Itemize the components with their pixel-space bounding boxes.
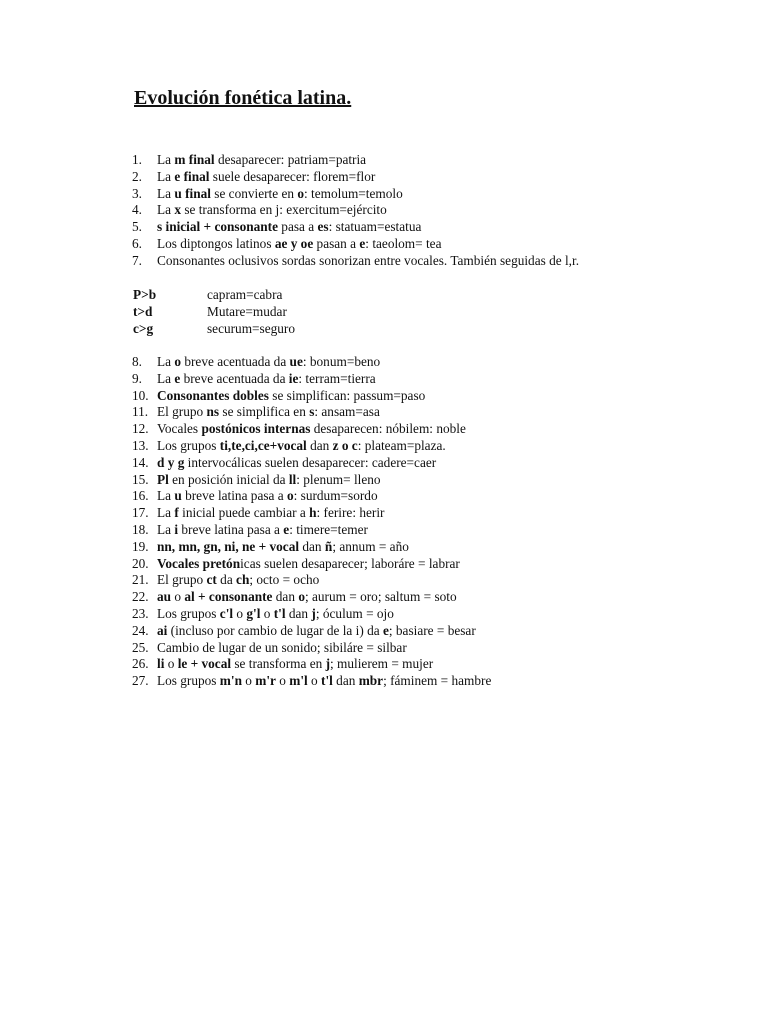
rule-emphasis: f — [174, 505, 179, 521]
rule-emphasis: x — [174, 202, 182, 218]
pair-example: capram=cabra — [207, 287, 283, 302]
rule-number: 16. — [132, 488, 149, 504]
rule-emphasis: s inicial + consonante — [157, 219, 278, 235]
rule-segment: se simplifica en — [219, 404, 310, 420]
rule-number: 14. — [132, 454, 149, 470]
rule-text — [157, 606, 394, 621]
rule-segment: ; octo = ocho — [249, 572, 320, 588]
rule-segment: intervocálicas suelen desaparecer: cadere=caer — [184, 454, 437, 470]
rule-segment: o — [260, 605, 274, 621]
rule-segment: : timere=temer — [289, 521, 368, 537]
page-title: Evolución fonética latina. — [134, 87, 352, 109]
rule-emphasis: ñ — [324, 538, 333, 554]
pair-key: c>g — [133, 320, 154, 336]
rule-text — [157, 253, 579, 268]
rule-number: 24. — [132, 622, 149, 638]
rule-item — [132, 202, 732, 219]
rule-number: 12. — [132, 421, 149, 437]
rule-item — [132, 656, 732, 673]
rule-emphasis: u — [174, 488, 182, 504]
rule-segment: La — [157, 168, 175, 184]
example-pair — [133, 321, 295, 338]
rule-text — [157, 219, 421, 234]
rule-text — [157, 472, 381, 487]
rule-text — [157, 673, 491, 688]
rule-segment: pasa a — [277, 219, 318, 235]
rule-segment: : taeolom= tea — [365, 235, 442, 251]
rule-item — [132, 488, 732, 505]
rule-emphasis: m'l — [289, 673, 308, 689]
rule-item — [132, 505, 732, 522]
rule-emphasis: ai — [157, 622, 168, 638]
rule-emphasis: c'l — [219, 605, 234, 621]
rule-number: 17. — [132, 505, 149, 521]
rule-segment: Consonantes oclusivos sordas sonorizan entre vocales. También seguidas de l,r. — [157, 252, 580, 268]
rule-item — [132, 236, 732, 253]
rule-emphasis: ns — [206, 404, 220, 420]
rule-emphasis: g'l — [246, 605, 261, 621]
rule-text — [157, 421, 466, 436]
rule-segment: se simplifican: passum=paso — [268, 387, 426, 403]
rule-segment: pasan a — [313, 235, 360, 251]
rule-segment: Los grupos — [157, 437, 220, 453]
rule-segment: dan — [299, 538, 325, 554]
rule-number: 23. — [132, 605, 149, 621]
rule-emphasis: al + consonante — [184, 589, 273, 605]
rule-text — [157, 572, 319, 587]
rule-segment: dan — [332, 673, 359, 689]
rule-emphasis: m final — [174, 152, 215, 167]
rule-item — [132, 371, 732, 388]
rule-text — [157, 455, 436, 470]
rule-item — [132, 556, 732, 573]
rule-number: 25. — [132, 639, 149, 655]
rule-segment: : surdum=sordo — [293, 488, 378, 504]
rule-segment: suele desaparecer: florem=flor — [209, 168, 376, 184]
rule-segment: desaparecer: patriam=patria — [214, 152, 367, 167]
rule-segment: en posición inicial da — [168, 471, 289, 487]
rule-emphasis: j — [311, 605, 316, 621]
rule-item — [132, 186, 732, 203]
rule-segment: da — [216, 572, 237, 588]
rule-emphasis: mbr — [358, 673, 384, 689]
rule-emphasis: o — [286, 488, 294, 504]
rule-segment: : plenum= lleno — [296, 471, 381, 487]
rule-emphasis: au — [157, 589, 172, 605]
rule-number: 26. — [132, 656, 149, 672]
pair-example: Mutare=mudar — [207, 303, 287, 319]
rule-text — [157, 169, 375, 184]
rule-number: 3. — [132, 185, 142, 201]
rule-emphasis: z o c — [332, 437, 358, 453]
rule-number: 5. — [132, 219, 142, 235]
rule-emphasis: m'n — [219, 673, 242, 689]
rule-item — [132, 388, 732, 405]
rule-emphasis: es — [317, 219, 329, 235]
rule-segment: ; aurum = oro; saltum = soto — [304, 589, 457, 605]
rule-number: 8. — [132, 354, 142, 369]
rule-segment: breve acentuada da — [180, 370, 289, 386]
rule-emphasis: t'l — [321, 673, 333, 689]
rule-text — [157, 152, 366, 167]
rule-segment: : ferire: herir — [316, 505, 385, 521]
rule-segment: La — [157, 370, 175, 386]
rule-segment: ; fáminem = hambre — [383, 673, 492, 689]
rule-segment: dan — [272, 589, 299, 605]
rule-number: 20. — [132, 555, 149, 571]
rule-segment: : terram=tierra — [298, 370, 376, 386]
rule-number: 19. — [132, 538, 149, 554]
rule-text — [157, 656, 433, 671]
rule-emphasis: u final — [174, 185, 211, 201]
rule-emphasis: ae y oe — [274, 235, 314, 251]
rule-emphasis: ie — [288, 370, 299, 386]
rule-text — [157, 589, 457, 604]
rule-segment: La — [157, 354, 175, 369]
rule-text — [157, 202, 387, 217]
rule-segment: inicial puede cambiar a — [178, 505, 310, 521]
rule-segment: : temolum=temolo — [304, 185, 403, 201]
rule-segment: o — [241, 673, 256, 689]
rule-segment: El grupo — [157, 404, 207, 420]
rule-number: 21. — [132, 572, 149, 588]
rule-item — [132, 253, 732, 270]
rule-text — [157, 371, 376, 386]
rule-item — [132, 438, 732, 455]
rule-segment: Cambio de lugar de un sonido; sibiláre = silbar — [157, 639, 407, 655]
rule-emphasis: t'l — [273, 605, 286, 621]
rule-number: 7. — [132, 252, 142, 268]
rule-text — [157, 522, 368, 537]
rule-segment: : ansam=asa — [314, 404, 380, 420]
rule-emphasis: Vocales pretón — [157, 555, 241, 571]
rule-emphasis: nn, mn, gn, ni, ne + vocal — [157, 538, 300, 554]
pair-key: P>b — [133, 287, 157, 302]
rule-segment: : statuam=estatua — [328, 219, 422, 235]
rule-number: 18. — [132, 521, 149, 537]
rules-list-part2 — [132, 354, 732, 690]
example-pair — [133, 287, 295, 304]
rule-number: 4. — [132, 202, 142, 218]
rule-segment: breve acentuada da — [181, 354, 290, 369]
rule-segment: La — [157, 521, 175, 537]
rule-item — [132, 640, 732, 657]
rule-emphasis: postónicos internas — [201, 421, 311, 437]
rule-segment: o — [171, 589, 185, 605]
rule-segment: ; annum = año — [332, 538, 409, 554]
rule-item — [132, 589, 732, 606]
example-pair — [133, 304, 295, 321]
rule-segment: se transforma en — [231, 656, 326, 672]
rule-emphasis: e — [359, 235, 366, 251]
rule-item — [132, 421, 732, 438]
rule-item — [132, 472, 732, 489]
rule-number: 22. — [132, 589, 149, 605]
rule-number: 9. — [132, 370, 142, 386]
rule-text — [157, 186, 403, 201]
rule-segment: : bonum=beno — [302, 354, 381, 369]
rule-emphasis: e — [382, 622, 389, 638]
rule-number: 2. — [132, 168, 142, 184]
rule-segment: La — [157, 185, 175, 201]
rule-emphasis: ti,te,ci,ce+vocal — [219, 437, 307, 453]
rules-list-part1 — [132, 152, 732, 270]
sonorization-examples — [133, 287, 295, 337]
rule-segment: ; mulierem = mujer — [330, 656, 434, 672]
rule-segment: breve latina pasa a — [178, 521, 284, 537]
rule-text — [157, 556, 460, 571]
rule-text — [157, 354, 380, 369]
rule-emphasis: e — [174, 370, 181, 386]
rule-emphasis: o — [297, 185, 305, 201]
rule-emphasis: e — [283, 521, 290, 537]
rule-segment: El grupo — [157, 572, 207, 588]
rule-emphasis: o — [174, 354, 182, 369]
rule-text — [157, 404, 380, 419]
rule-segment: (incluso por cambio de lugar de la i) da — [167, 622, 383, 638]
rule-segment: Los grupos — [157, 605, 220, 621]
rule-item — [132, 455, 732, 472]
rule-emphasis: li — [157, 656, 165, 672]
rule-segment: breve latina pasa a — [181, 488, 287, 504]
rule-segment: dan — [306, 437, 333, 453]
rule-item — [132, 623, 732, 640]
rule-text — [157, 438, 446, 453]
rule-segment: : plateam=plaza. — [357, 437, 446, 453]
rule-segment: La — [157, 202, 175, 218]
rule-emphasis: j — [325, 656, 331, 672]
rule-item — [132, 606, 732, 623]
rule-number: 13. — [132, 437, 149, 453]
rule-text — [157, 236, 441, 251]
rule-segment: La — [157, 505, 175, 521]
rule-number: 10. — [132, 387, 149, 403]
rule-number: 15. — [132, 471, 149, 487]
rule-item — [132, 522, 732, 539]
rule-segment: La — [157, 488, 175, 504]
rule-segment: icas suelen desaparecer; laboráre = labrar — [240, 555, 460, 571]
rule-text — [157, 505, 384, 520]
rule-segment: ; óculum = ojo — [315, 605, 394, 621]
rule-emphasis: ch — [236, 572, 250, 588]
rule-emphasis: ue — [289, 354, 303, 369]
pair-example: securum=seguro — [207, 320, 295, 336]
pair-key: t>d — [133, 303, 153, 319]
rule-segment: o — [307, 673, 322, 689]
rule-segment: desaparecen: nóbilem: noble — [310, 421, 466, 437]
rule-segment: Vocales — [157, 421, 202, 437]
rule-item — [132, 673, 732, 690]
rule-emphasis: e final — [174, 168, 210, 184]
rule-text — [157, 388, 425, 403]
rule-emphasis: o — [298, 589, 305, 605]
rule-emphasis: s — [309, 404, 315, 420]
rule-text — [157, 539, 409, 554]
rule-text — [157, 623, 476, 638]
rule-item — [132, 404, 732, 421]
rule-emphasis: le + vocal — [177, 656, 232, 672]
rule-segment: ; basiare = besar — [388, 622, 476, 638]
rule-segment: Los grupos — [157, 673, 220, 689]
rule-item — [132, 219, 732, 236]
rule-emphasis: ct — [206, 572, 217, 588]
rule-number: 11. — [132, 404, 149, 420]
rule-number: 6. — [132, 235, 142, 251]
rule-segment: La — [157, 152, 175, 167]
rule-segment: dan — [285, 605, 312, 621]
rule-emphasis: ll — [288, 471, 297, 487]
rule-segment: Los diptongos latinos — [157, 235, 275, 251]
rule-number: 1. — [132, 152, 142, 167]
rule-item — [132, 169, 732, 186]
rule-emphasis: d y g — [157, 454, 185, 470]
rule-emphasis: m'r — [255, 673, 276, 689]
rule-emphasis: i — [174, 521, 179, 537]
rule-segment: o — [275, 673, 290, 689]
rule-item — [132, 152, 732, 169]
rule-segment: o — [164, 656, 178, 672]
rule-item — [132, 354, 732, 371]
rule-emphasis: Pl — [157, 471, 169, 487]
rule-segment: se convierte en — [210, 185, 298, 201]
rule-segment: se transforma en j: exercitum=ejército — [181, 202, 387, 218]
rule-text — [157, 488, 378, 503]
rule-emphasis: h — [309, 505, 317, 521]
rule-item — [132, 572, 732, 589]
rule-number: 27. — [132, 673, 149, 689]
rule-emphasis: Consonantes dobles — [157, 387, 269, 403]
rule-item — [132, 539, 732, 556]
rule-text — [157, 640, 407, 655]
rule-segment: o — [233, 605, 247, 621]
